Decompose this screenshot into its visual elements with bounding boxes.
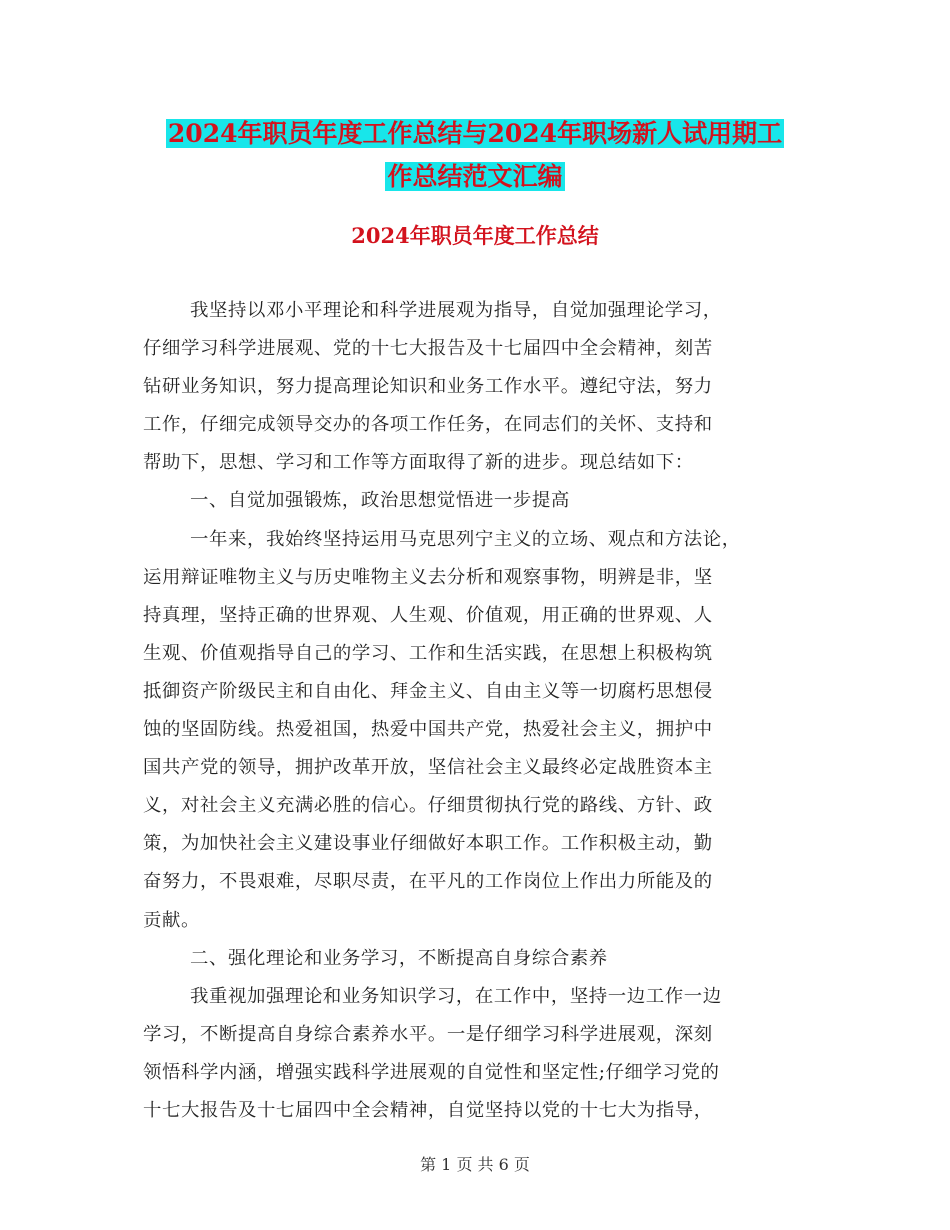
paragraph-line: 奋努力，不畏艰难，尽职尽责，在平凡的工作岗位上作出力所能及的 <box>143 871 713 893</box>
paragraph-line: 学习，不断提高自身综合素养水平。一是仔细学习科学进展观，深刻 <box>143 1023 713 1045</box>
title-line-1: 2024年职员年度工作总结与2024年职场新人试用期工 <box>167 119 783 148</box>
paragraph-line: 一年来，我始终坚持运用马克思列宁主义的立场、观点和方法论， <box>190 528 741 550</box>
section-title: 2024年职员年度工作总结 <box>351 223 599 248</box>
title-line-2: 作总结范文汇编 <box>387 162 563 191</box>
paragraph-line: 领悟科学内涵，增强实践科学进展观的自觉性和坚定性;仔细学习党的 <box>143 1061 720 1083</box>
paragraph-line: 策，为加快社会主义建设事业仔细做好本职工作。工作积极主动，勤 <box>143 833 713 855</box>
paragraph-line: 帮助下，思想、学习和工作等方面取得了新的进步。现总结如下： <box>143 452 694 474</box>
subheading-line: 一、自觉加强锻炼，政治思想觉悟进一步提高 <box>190 490 570 512</box>
paragraph-line: 持真理，坚持正确的世界观、人生观、价值观，用正确的世界观、人 <box>143 604 713 626</box>
paragraph-line: 仔细学习科学进展观、党的十七大报告及十七届四中全会精神，刻苦 <box>143 338 713 360</box>
paragraph-line: 抵御资产阶级民主和自由化、拜金主义、自由主义等一切腐朽思想侵 <box>143 680 713 702</box>
paragraph-line: 运用辩证唯物主义与历史唯物主义去分析和观察事物，明辨是非，坚 <box>143 566 713 588</box>
document-body <box>143 292 805 1130</box>
paragraph-line: 义，对社会主义充满必胜的信心。仔细贯彻执行党的路线、方针、政 <box>143 795 713 817</box>
subheading-line: 二、强化理论和业务学习，不断提高自身综合素养 <box>190 947 608 969</box>
paragraph-line: 生观、价值观指导自己的学习、工作和生活实践，在思想上积极构筑 <box>143 642 713 664</box>
paragraph-line: 工作，仔细完成领导交办的各项工作任务，在同志们的关怀、支持和 <box>143 414 713 436</box>
paragraph-line: 我坚持以邓小平理论和科学进展观为指导，自觉加强理论学习， <box>190 300 722 321</box>
paragraph-line: 蚀的坚固防线。热爱祖国，热爱中国共产党，热爱社会主义，拥护中 <box>143 719 713 741</box>
paragraph-line: 国共产党的领导，拥护改革开放，坚信社会主义最终必定战胜资本主 <box>143 757 713 779</box>
paragraph-line: 贡献。 <box>143 909 200 931</box>
page-number-footer: 第 1 页 共 6 页 <box>420 1155 530 1174</box>
paragraph-line: 钻研业务知识，努力提高理论知识和业务工作水平。遵纪守法，努力 <box>143 376 713 398</box>
paragraph-line: 我重视加强理论和业务知识学习，在工作中，坚持一边工作一边 <box>190 985 722 1007</box>
document-title <box>0 112 950 198</box>
paragraph-line: 十七大报告及十七届四中全会精神，自觉坚持以党的十七大为指导， <box>143 1099 713 1121</box>
